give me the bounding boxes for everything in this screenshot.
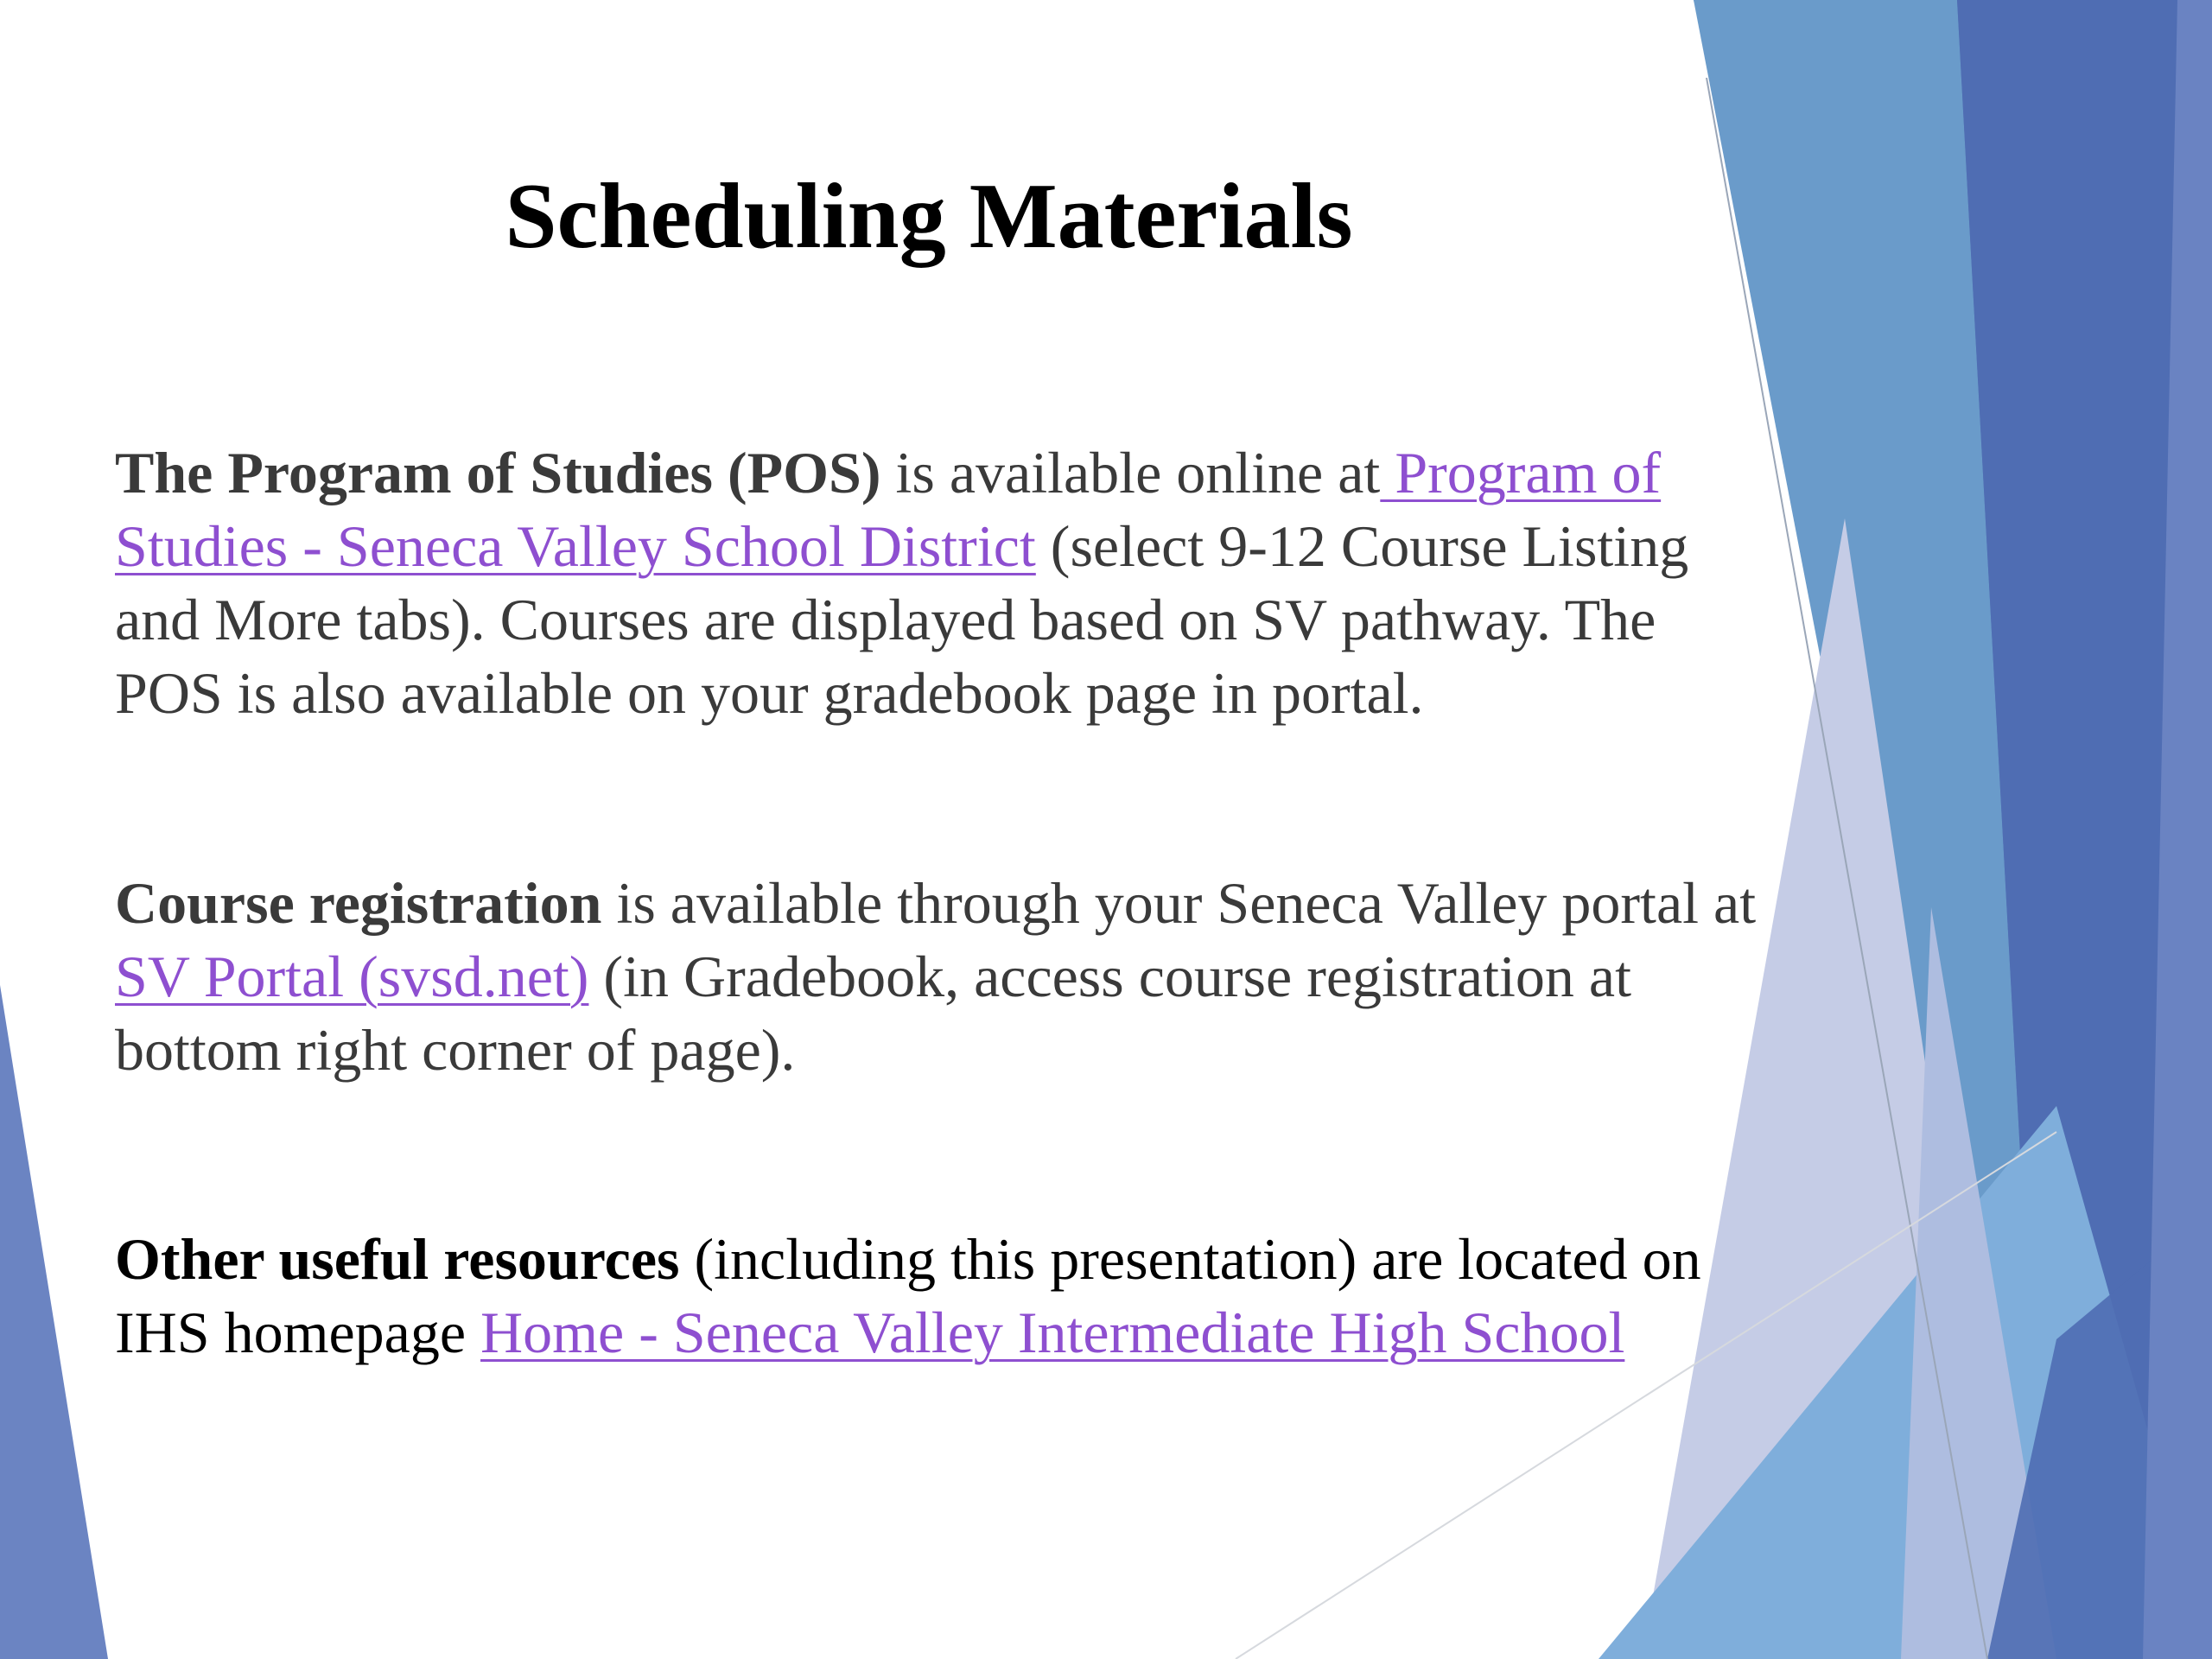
program-of-studies-link[interactable]: Program of Studies - Seneca Valley School District xyxy=(115,440,1662,579)
sv-portal-link[interactable]: SV Portal (svsd.net) xyxy=(115,944,589,1009)
pos-text-before-link: is available online at xyxy=(880,440,1381,505)
registration-text-after-link: (in Gradebook, access course registration at bottom right corner of page). xyxy=(115,944,1631,1083)
resources-paragraph xyxy=(115,1223,1774,1370)
registration-lead: Course registration xyxy=(115,870,602,936)
pos-paragraph xyxy=(115,436,1774,730)
pos-text-after-link: (select 9-12 Course Listing and More tabs). Courses are displayed based on SV pathway. The POS is also available on your gradebook page in portal. xyxy=(115,513,1689,726)
resources-lead: Other useful resources xyxy=(115,1226,680,1292)
resources-text-before-link: (including this presentation) are located on IHS homepage xyxy=(115,1226,1701,1365)
ihs-homepage-link[interactable]: Home - Seneca Valley Intermediate High School xyxy=(480,1300,1625,1365)
registration-paragraph xyxy=(115,867,1774,1087)
left-shape xyxy=(0,985,108,1659)
pos-lead: The Program of Studies (POS) xyxy=(115,440,881,505)
slide-title: Scheduling Materials xyxy=(505,165,1353,268)
registration-text-before-link: is available through your Seneca Valley portal at xyxy=(601,870,1757,936)
